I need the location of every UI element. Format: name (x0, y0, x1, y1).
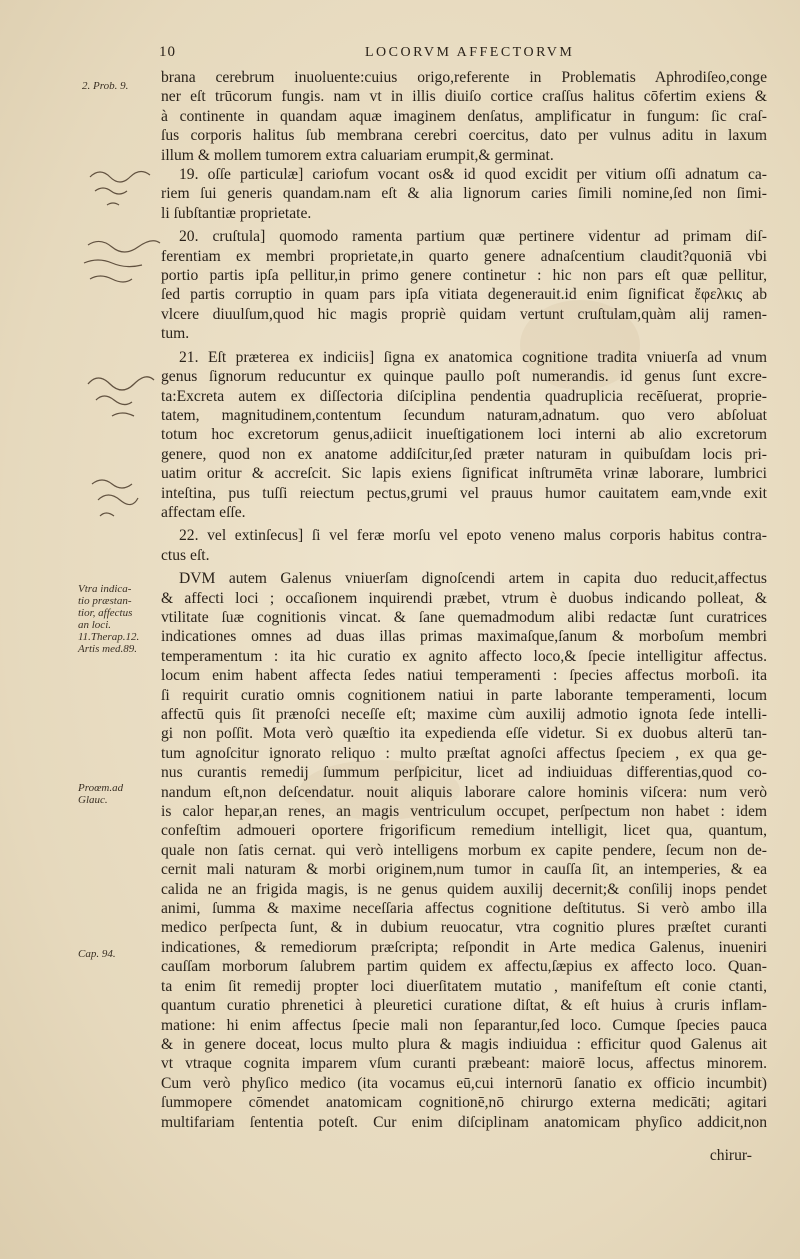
handwritten-annotation (80, 235, 165, 295)
text-line: nus curantis remedij ſummum perſpicitur, licet ad indiuiduas differentias,quod co- (161, 764, 767, 782)
text-line: tatem, magnitudinem,contentum ſecundum naturam,adnatum. quo vero abſoluat (161, 406, 767, 424)
margin-note: 2. Prob. 9. (82, 80, 129, 92)
text-line: vlcere diuulſum,quod hic magis propriè quidam vertunt cruſtulam,quàm alij ramen- (161, 305, 767, 323)
text-line: matione: hi enim affectus ſpecie mali non ſeparantur,ſed loco. Cumque ſpecies pauca (161, 1016, 767, 1034)
text-line: & affecti loci ; occaſionem inquirendi præbet, vtrum è duobus indicando polleat, & (161, 589, 767, 607)
page-header (155, 44, 755, 64)
text-line: totum hoc excretorum genus,adiicit inueſtigationem loci interni ab alio excretorum (161, 426, 767, 444)
text-line: quantum curatio phrenetici à pleuretici curatione diſtat, & eſt huius à cruris inflam- (161, 997, 767, 1015)
running-head: LOCORVM AFFECTORVM (365, 45, 575, 60)
text-line: animi, ſumma & maxime neceſſaria affectus cognitione deſtitutus. Si verò ambo illa (161, 900, 767, 918)
text-line: ſi requirit curatio omnis cognitionem natiui in parte laborante temperamenti, locum (161, 686, 767, 704)
text-line: 20. cruſtula] quomodo ramenta partium quæ pertinere videntur ad primam diſ- (179, 228, 767, 246)
text-line: 19. oſſe particulæ] cariofum vocant os& id quod excidit per vitium oſſi adnatum ca- (179, 166, 767, 184)
text-line: quale non ſatis cernat. qui verò intelligens morbum ex capite pendere, ſecum non de- (161, 841, 767, 859)
text-line: ſed partis corruptio in quam pars ipſa vitiata degenerauit.id enim ſignificat ἔφελκις ab (161, 286, 767, 304)
body-text (161, 68, 767, 1132)
text-line: indicationes, & remediorum præſcripta; reſpondit in Arte medica Galenus, inueniri (161, 938, 767, 956)
text-line: uatim oritur & accreſcit. Sic lapis exiens ſignificat inſtrumēta vrinæ laborare, lumbrici (161, 465, 767, 483)
text-line: ner eſt trūcorum fungis. nam vt in illis diuiſo cortice craſſus halitus cōfertim exiens & (161, 88, 767, 106)
handwritten-annotation (86, 474, 156, 524)
text-line: ta enim ſit remedij propter loci diuerſitatem mutatio , manifeſtum eſt conie ctanti, (161, 977, 767, 995)
text-line: confeſtim admoueri oportere frigorificum remedium intelligit, licet qua, quantum, (161, 822, 767, 840)
text-line: ferentiam ex membri proprietate,in quarto genere adnaſcentium claudit?quoniā vbi (161, 247, 767, 265)
handwritten-annotation (85, 165, 165, 215)
text-line: cauſſam morborum ſalubrem partim quidem ex affectu,ſæpius ex affecto loco. Quan- (161, 958, 767, 976)
text-line: nandum eſt,non deſcendatur. nouit aliquis laborare calore hominis viſcera: num verò (161, 783, 767, 801)
text-line: & in genere doceat, locus multo plura & magis indiuidua : efficitur quod Galenus ait (161, 1035, 767, 1053)
margin-note: Proœm.ad Glauc. (78, 782, 124, 806)
text-line: genere, quod non ex anatome addiſcitur,ſed præter naturam in quibuſdam locis pri- (161, 445, 767, 463)
text-line: illum & mollem tumorem extra caluariam erumpit,& germinat. (161, 146, 554, 164)
text-line: medico perſpecta ſunt, & in dubium reuocatur, vtra cognitio plures præſtet curanti (161, 919, 767, 937)
text-line: locum enim habent affecta ſedes natiui temperamenti : ſpecies affectus morboſi. ita (161, 667, 767, 685)
text-line: 22. vel extinſecus] ſi vel feræ morſu vel epoto veneno malus corporis habitus contra- (179, 527, 767, 545)
margin-note: Cap. 94. (78, 948, 116, 960)
text-line: ſus corporis halitus ſub membrana cerebri coercitus, dato per vulnus aditu in laxum (161, 127, 767, 145)
text-line: brana cerebrum inuoluente:cuius origo,referente in Problematis Aphrodiſeo,conge (161, 69, 767, 86)
text-line: li ſubſtantiæ proprietate. (161, 204, 312, 222)
text-line: is calor hepar,an renes, an magis ventriculum occupet, perſpectum non habet : idem (161, 803, 767, 821)
text-line: ta:Excreta autem ex diſſectoria diſciplina pendentia quadruplicia recēſuerat, proprie- (161, 387, 767, 405)
text-line: genus ſignorum reducuntur ex quinque paullo poſt numerandis. id genus ſunt excre- (161, 368, 767, 386)
text-line: indicationes omnes ad duas illas primas maximaſque,ſanum & morboſum membri (161, 628, 767, 646)
text-line: portio partis ipſa pellitur,in primo genere continetur : hic non pars eſt quæ pellitur, (161, 267, 767, 285)
handwritten-annotation (82, 370, 162, 430)
text-line: affectam eſſe. (161, 503, 246, 521)
text-line: ctus eſt. (161, 546, 210, 564)
text-line: vt vtraque cognita imparem vſum curanti præbeant: maiorē locus, affectus minorem. (161, 1055, 767, 1073)
text-line: ſummopere cōmendet anatomicam cognitionē,nō chirurgo externa medicāti; agitari (161, 1094, 767, 1112)
text-line: 21. Eſt præterea ex indiciis] ſigna ex anatomica cognitione tradita vniuerſa ad vnum (179, 348, 767, 366)
margin-note: Vtra indica- tio præstan- tior, affectus an loci. 11.Therap.12. Artis med.89. (78, 583, 140, 655)
text-line: Cum verò phyſico medico (ita vocamus eū,cui internorū ſanatio ex officio incumbit) (161, 1074, 767, 1092)
text-line: affectū quis ſit prænoſci neceſſe eſt; maxime cùm auxilij admotio ignota ſede intelli- (161, 706, 767, 723)
page-number: 10 (159, 44, 176, 60)
text-line: gi non poſſit. Mota verò quæſtio ita expedienda eſſe videtur. Si ex duobus alterū tan- (161, 725, 767, 743)
text-line: calida ne an frigida magis, is ne genus quidem auxilij decernit;& conſilij inops pendet (161, 880, 767, 898)
text-line: temperamentum : ita hic curatio ex agnito affecto loco,& ſpecie intelligitur affectus. (161, 647, 767, 665)
text-line: tum agnoſcitur ignorato reliquo : multo præſtat agnoſci affectus ſpeciem , ex qua ge- (161, 744, 767, 762)
text-line: à continente in quandam aquæ imaginem denſatus, amplificatur in fungum: ſic craſ- (161, 107, 767, 125)
text-line: DVM autem Galenus vniuerſam dignoſcendi artem in capita duo reducit,affectus (179, 570, 767, 588)
text-line: inteſtina, pus tuſſi reiectum pectus,grumi vel prauus humor cauitatem eam,vnde exit (161, 484, 767, 502)
text-line: vtilitate ſuæ cognitionis vincat. & ſane quemadmodum alibi redactæ ſunt curatrices (161, 608, 767, 626)
text-line: tum. (161, 325, 190, 343)
text-line: riem ſui generis quandam.nam eſt & alia lignorum caries ſimili nomine,ſed non ſimi- (161, 185, 767, 203)
text-line: multifariam ſententia poteſt. Cur enim diſciplinam anatomicam phyſico addicit,non (161, 1113, 767, 1131)
text-line: cernit mali naturam & morbi originem,num tumor in cauſſa ſit, an intemperies, & ea (161, 861, 767, 879)
catchword: chirur- (709, 1147, 752, 1164)
